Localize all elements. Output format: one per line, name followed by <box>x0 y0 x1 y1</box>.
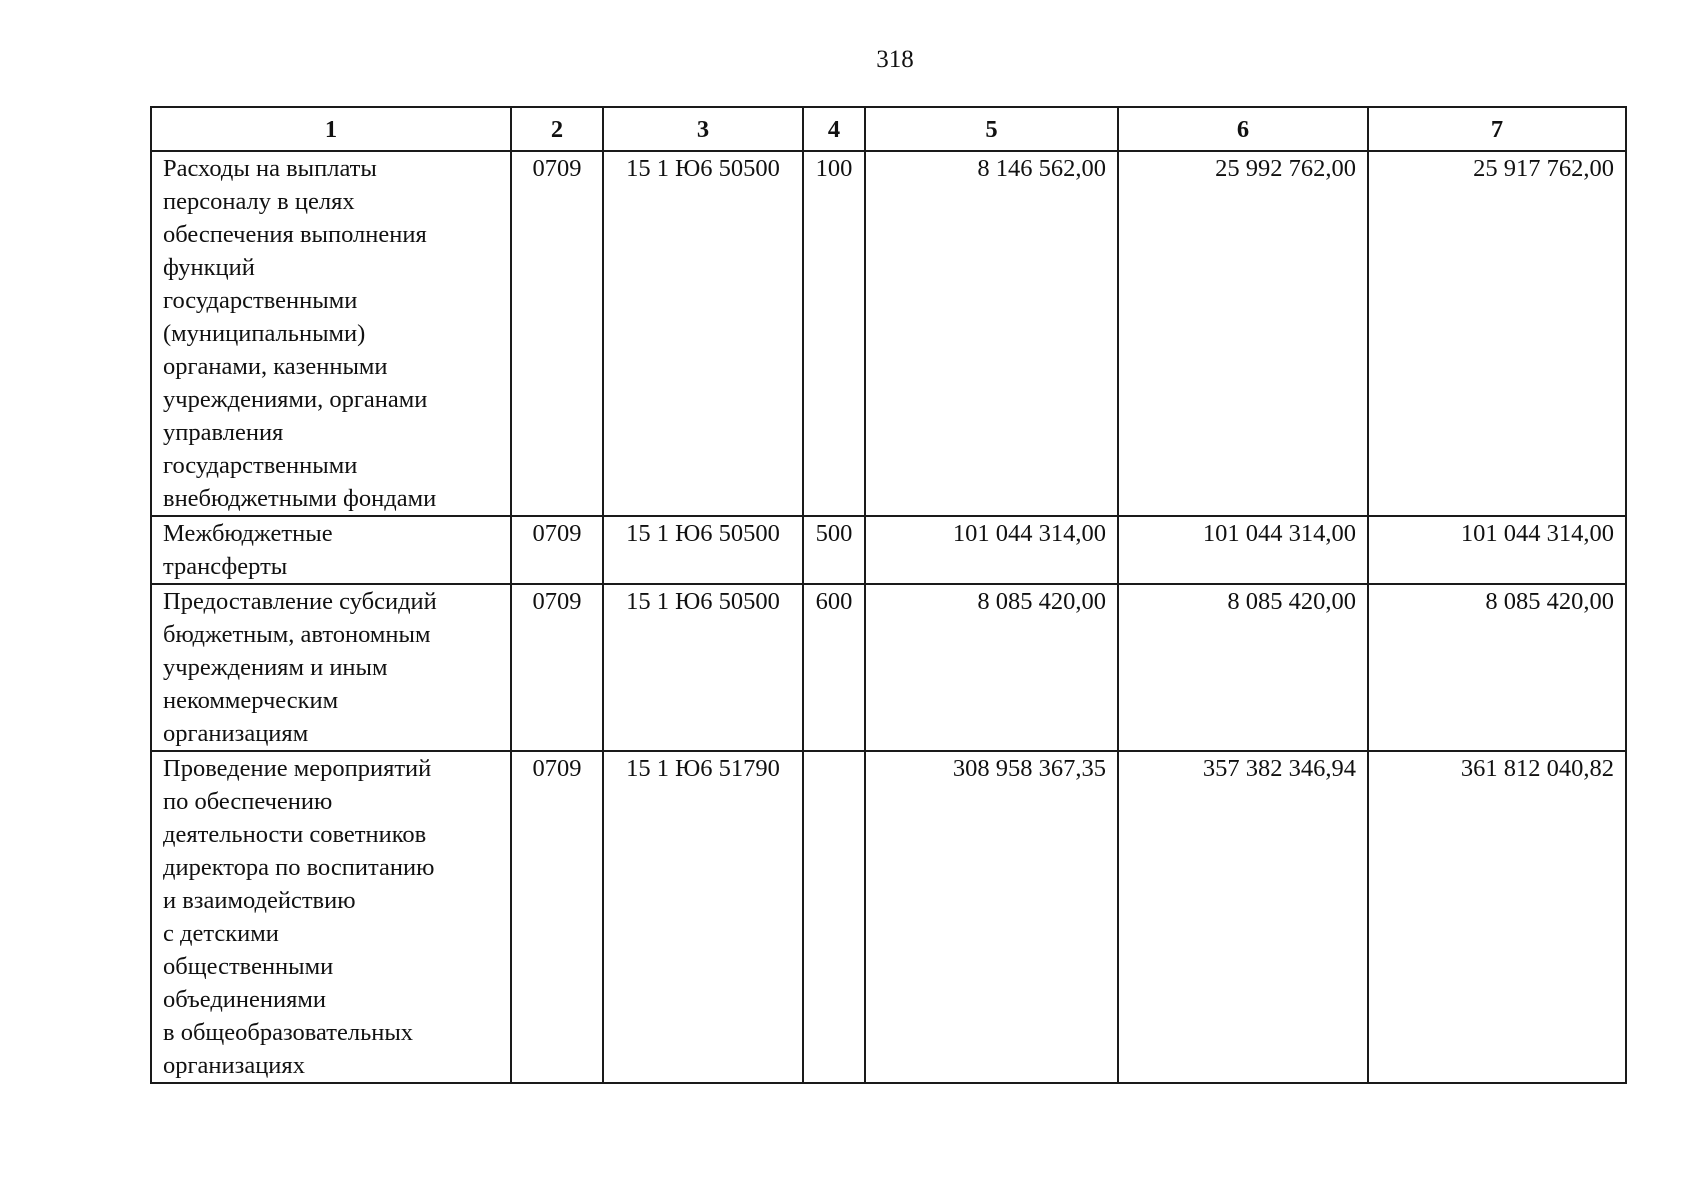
table-row <box>151 516 1626 584</box>
section-code-cell: 0709 <box>511 151 603 516</box>
column-header-4: 4 <box>803 107 865 151</box>
name-line: с детскими <box>163 920 279 947</box>
row-name-cell <box>151 751 511 1083</box>
name-line: Проведение мероприятий <box>163 755 432 782</box>
expense-type-cell: 600 <box>803 584 865 751</box>
table-row <box>151 584 1626 751</box>
name-line: организациям <box>163 720 309 747</box>
table-row <box>151 751 1626 1083</box>
name-line: управления <box>163 419 284 446</box>
target-article-cell: 15 1 Ю6 50500 <box>603 151 803 516</box>
name-line: внебюджетными фондами <box>163 485 437 512</box>
expense-type-cell: 100 <box>803 151 865 516</box>
section-code-cell: 0709 <box>511 516 603 584</box>
amount-cell-5: 308 958 367,35 <box>865 751 1118 1083</box>
name-line: деятельности советников <box>163 821 427 848</box>
name-line: и взаимодействию <box>163 887 356 914</box>
page-number: 318 <box>876 46 914 73</box>
name-line: учреждениям и иным <box>163 654 388 681</box>
name-line: некоммерческим <box>163 687 339 714</box>
column-header-7: 7 <box>1368 107 1626 151</box>
name-line: общественными <box>163 953 334 980</box>
name-line: государственными <box>163 287 358 314</box>
amount-cell-5: 8 085 420,00 <box>865 584 1118 751</box>
target-article-cell: 15 1 Ю6 51790 <box>603 751 803 1083</box>
name-line: по обеспечению <box>163 788 333 815</box>
name-line: Межбюджетные <box>163 520 333 547</box>
amount-cell-7: 101 044 314,00 <box>1368 516 1626 584</box>
expense-type-cell <box>803 751 865 1083</box>
row-name-cell <box>151 516 511 584</box>
table-row <box>151 151 1626 516</box>
target-article-cell: 15 1 Ю6 50500 <box>603 516 803 584</box>
row-name-cell <box>151 584 511 751</box>
name-line: государственными <box>163 452 358 479</box>
name-line: в общеобразовательных <box>163 1019 414 1046</box>
name-line: учреждениями, органами <box>163 386 428 413</box>
name-line: Расходы на выплаты <box>163 155 377 182</box>
name-line: персоналу в целях <box>163 188 355 215</box>
column-header-5: 5 <box>865 107 1118 151</box>
section-code-cell: 0709 <box>511 751 603 1083</box>
name-line: органами, казенными <box>163 353 388 380</box>
name-line: Предоставление субсидий <box>163 588 437 615</box>
name-line: (муниципальными) <box>163 320 366 347</box>
amount-cell-6: 357 382 346,94 <box>1118 751 1368 1083</box>
amount-cell-5: 8 146 562,00 <box>865 151 1118 516</box>
amount-cell-5: 101 044 314,00 <box>865 516 1118 584</box>
row-name-cell <box>151 151 511 516</box>
name-line: бюджетным, автономным <box>163 621 431 648</box>
name-line: обеспечения выполнения <box>163 221 427 248</box>
amount-cell-7: 8 085 420,00 <box>1368 584 1626 751</box>
amount-cell-6: 25 992 762,00 <box>1118 151 1368 516</box>
name-line: функций <box>163 254 255 281</box>
column-header-2: 2 <box>511 107 603 151</box>
name-line: директора по воспитанию <box>163 854 435 881</box>
section-code-cell: 0709 <box>511 584 603 751</box>
table-header-row <box>151 107 1626 151</box>
name-line: организациях <box>163 1052 305 1079</box>
target-article-cell: 15 1 Ю6 50500 <box>603 584 803 751</box>
name-line: трансферты <box>163 553 288 580</box>
expense-type-cell: 500 <box>803 516 865 584</box>
amount-cell-7: 361 812 040,82 <box>1368 751 1626 1083</box>
budget-table <box>150 106 1627 1084</box>
amount-cell-6: 8 085 420,00 <box>1118 584 1368 751</box>
column-header-1: 1 <box>151 107 511 151</box>
amount-cell-7: 25 917 762,00 <box>1368 151 1626 516</box>
name-line: объединениями <box>163 986 326 1013</box>
amount-cell-6: 101 044 314,00 <box>1118 516 1368 584</box>
column-header-3: 3 <box>603 107 803 151</box>
column-header-6: 6 <box>1118 107 1368 151</box>
